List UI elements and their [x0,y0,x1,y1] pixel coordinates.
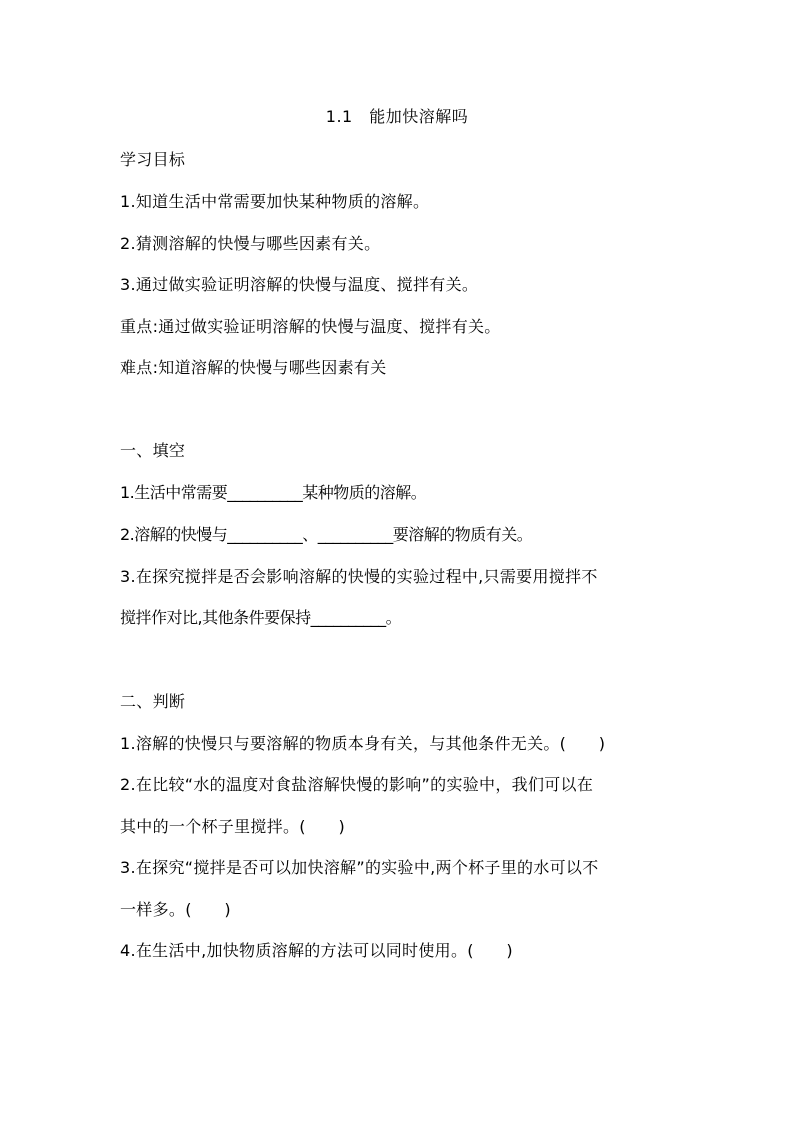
key-point: 重点:通过做实验证明溶解的快慢与温度、搅拌有关。 [120,317,501,336]
fill-in-question-1: 1.生活中常需要__________某种物质的溶解。 [120,483,427,502]
judgment-heading: 二、判断 [120,692,186,711]
fill-in-heading: 一、填空 [120,441,186,460]
judgment-question-3-line-2: 一样多。( ) [120,900,231,919]
judgment-question-3-line-1: 3.在探究“搅拌是否可以加快溶解”的实验中,两个杯子里的水可以不 [120,858,599,877]
goals-heading: 学习目标 [120,150,186,169]
judgment-question-1: 1.溶解的快慢只与要溶解的物质本身有关，与其他条件无关。( ) [120,734,606,753]
fill-in-question-3-line-1: 3.在探究搅拌是否会影响溶解的快慢的实验过程中,只需要用搅拌不 [120,567,598,586]
goal-item-3: 3.通过做实验证明溶解的快慢与温度、搅拌有关。 [120,275,479,294]
lesson-title: 1.1 能加快溶解吗 [325,107,469,126]
judgment-question-2-line-2: 其中的一个杯子里搅拌。( ) [120,817,345,836]
judgment-question-4: 4.在生活中,加快物质溶解的方法可以同时使用。( ) [120,941,513,960]
goal-item-2: 2.猜测溶解的快慢与哪些因素有关。 [120,234,381,253]
fill-in-question-2: 2.溶解的快慢与__________、__________要溶解的物质有关。 [120,525,533,544]
goal-item-1: 1.知道生活中常需要加快某种物质的溶解。 [120,192,430,211]
judgment-question-2-line-1: 2.在比较“水的温度对食盐溶解快慢的影响”的实验中，我们可以在 [120,775,594,794]
fill-in-question-3-line-2: 搅拌作对比,其他条件要保持__________。 [120,608,402,627]
difficulty-point: 难点:知道溶解的快慢与哪些因素有关 [120,358,387,377]
